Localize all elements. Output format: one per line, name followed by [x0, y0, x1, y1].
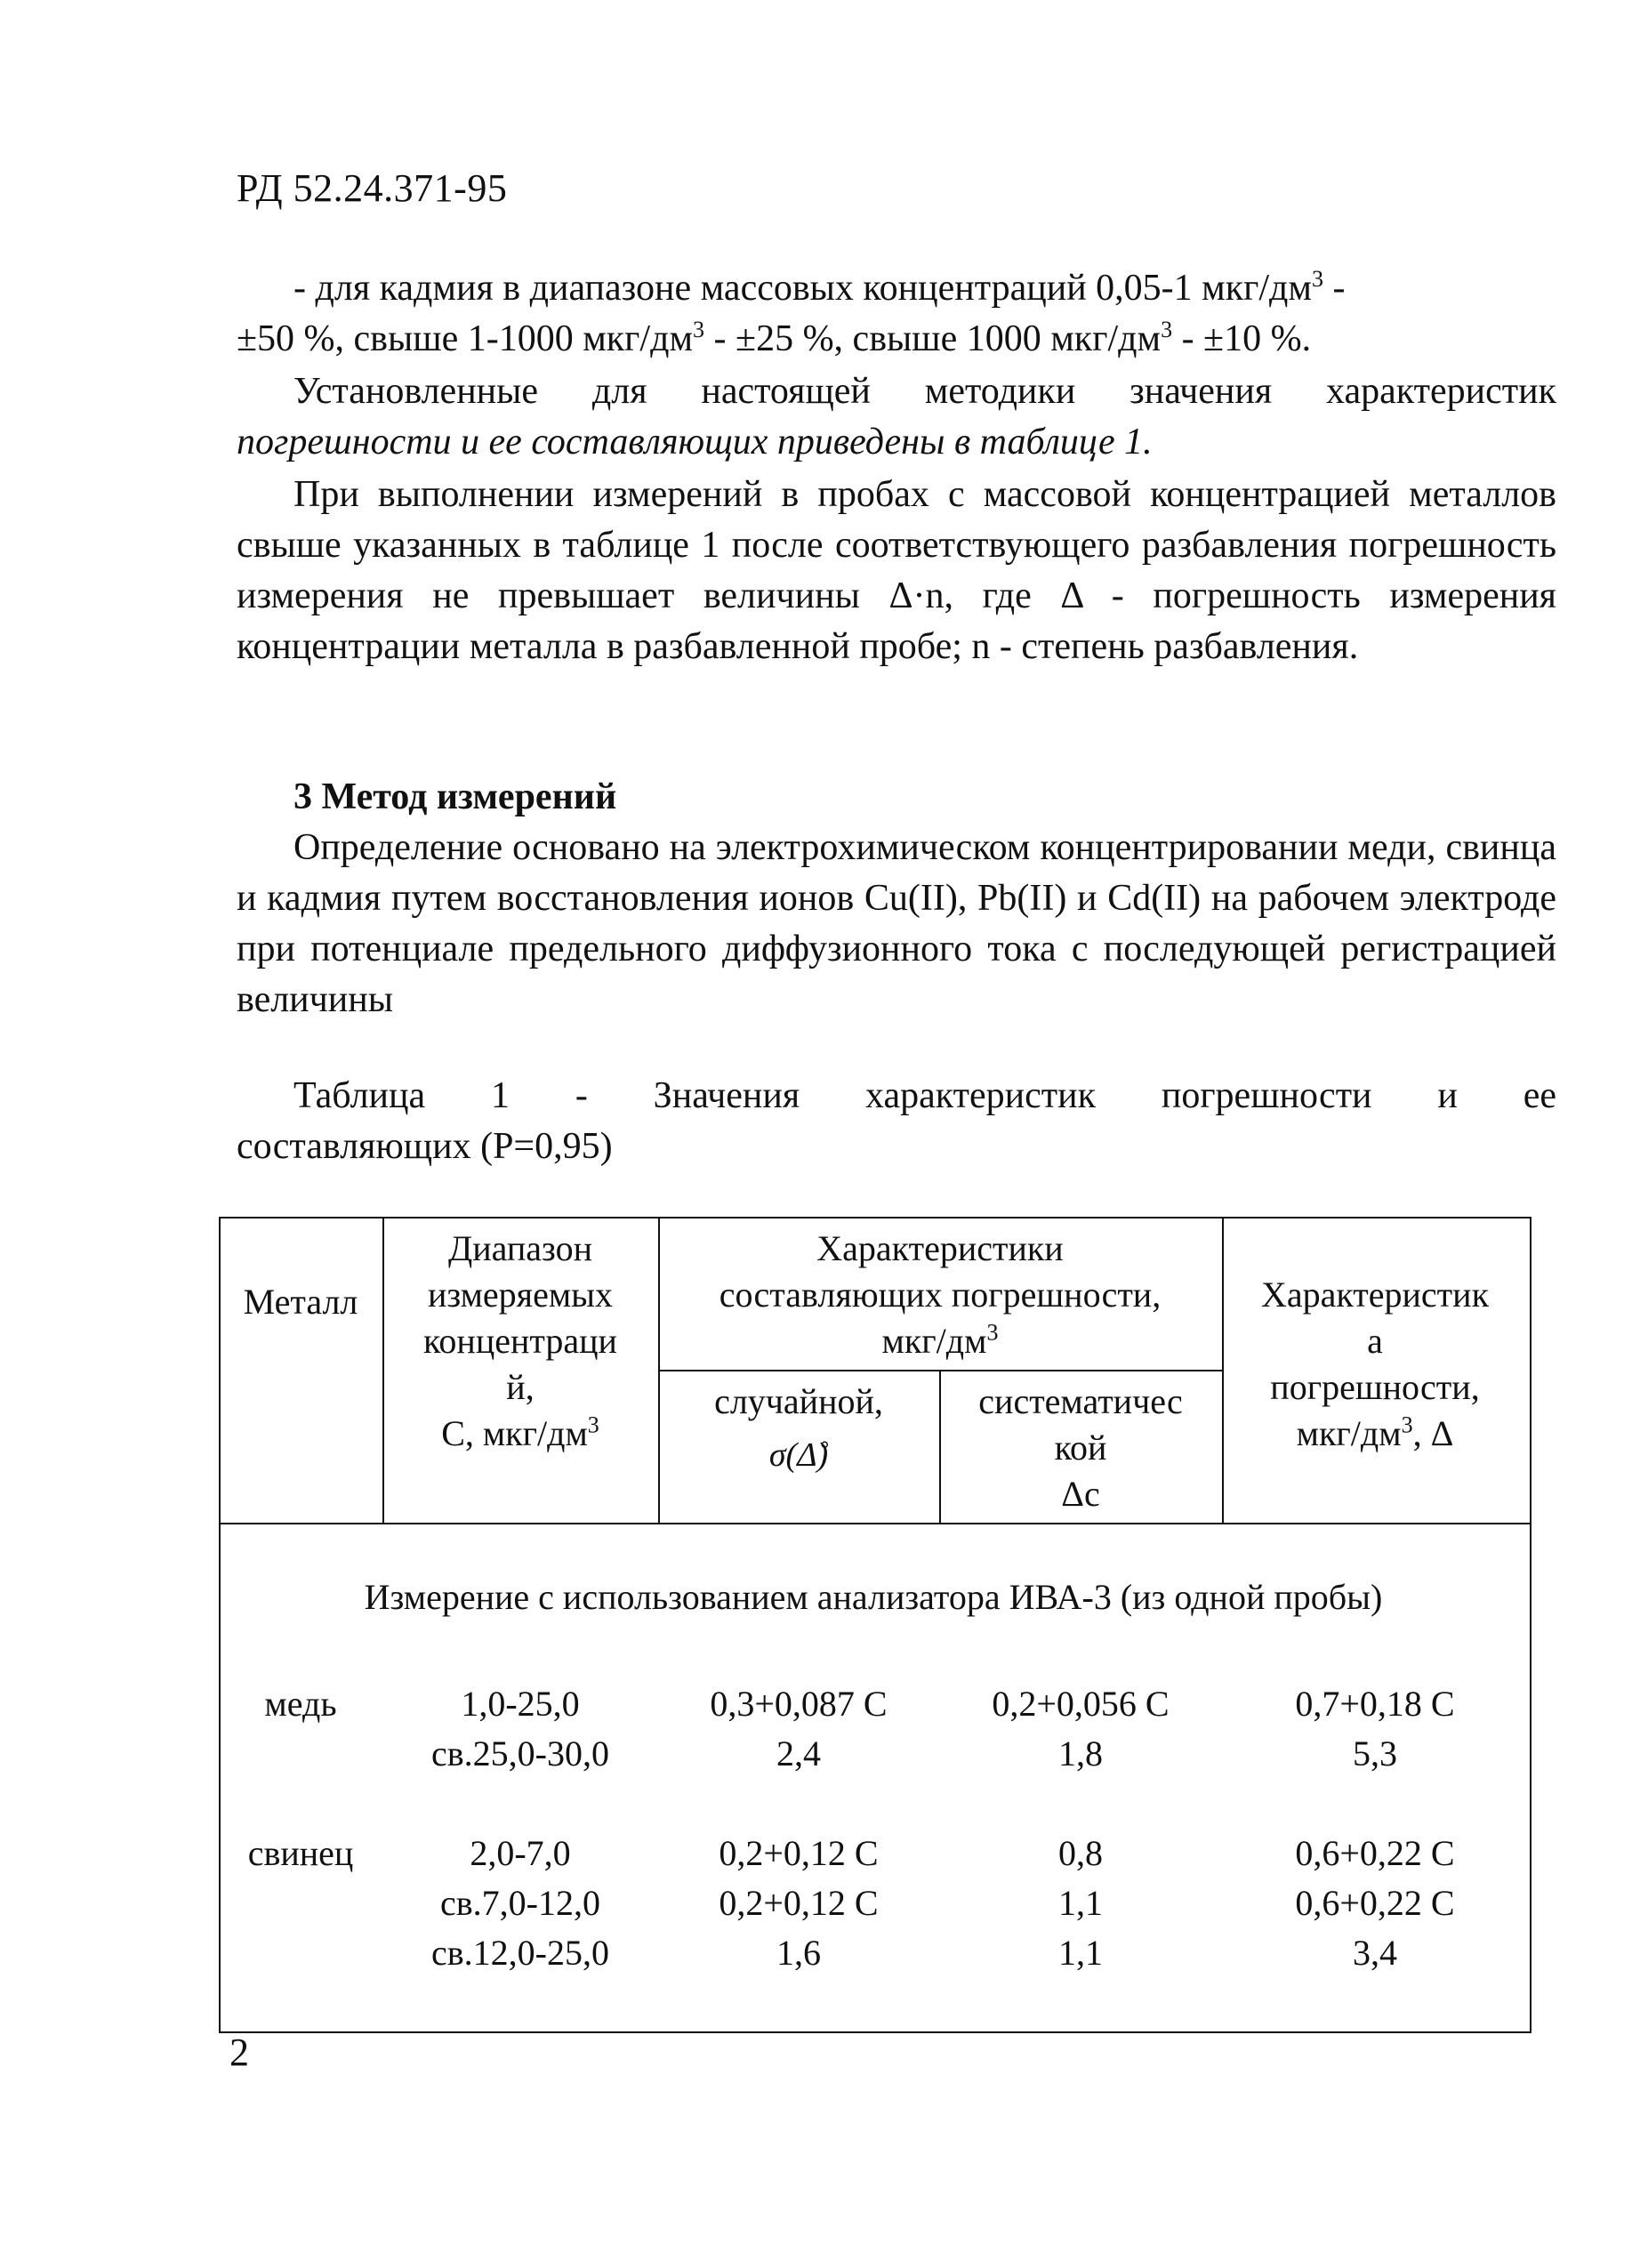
header-line: систематичес — [978, 1381, 1183, 1421]
superscript: 3 — [986, 1319, 999, 1346]
cell-random: 0,3+0,087 С — [710, 1684, 888, 1724]
random-error-symbol: σ(Δ̊) — [768, 1436, 829, 1474]
page-number: 2 — [229, 2031, 249, 2074]
header-line: измеряемых — [427, 1275, 614, 1315]
header-line: случайной, — [714, 1381, 883, 1421]
header-components — [658, 1226, 1222, 1364]
table-caption — [237, 1071, 1556, 1172]
cell-range: 1,0-25,0 — [461, 1684, 580, 1724]
cell-random: 2,4 — [776, 1733, 821, 1773]
header-metal: Металл — [243, 1282, 358, 1322]
table-section-caption: Измерение с использованием анализатора ИВА-3 (из одной пробы) — [364, 1577, 1383, 1617]
header-line: концентраци — [423, 1321, 617, 1361]
subheader-divider — [658, 1370, 1222, 1371]
superscript: 3 — [1312, 266, 1323, 292]
text-span: - ±10 %. — [1172, 318, 1312, 359]
systematic-error-symbol: Δс — [1061, 1474, 1100, 1514]
cell-systematic: 1,1 — [1058, 1933, 1103, 1973]
cell-systematic: 0,2+0,056 С — [992, 1684, 1170, 1724]
text-span: - для кадмия в диапазоне массовых концентраций 0,05-1 мкг/дм — [293, 268, 1312, 309]
cell-range: св.12,0-25,0 — [431, 1933, 609, 1973]
header-line: кой — [1054, 1428, 1107, 1468]
cell-random: 0,2+0,12 С — [719, 1883, 879, 1923]
section-title: 3 Метод измерений — [293, 776, 617, 817]
paragraph-line — [237, 314, 1556, 365]
cell-total: 5,3 — [1353, 1733, 1397, 1773]
document-code: РД 52.24.371-95 — [237, 166, 508, 210]
text-span: - ±25 %, свыше 1000 мкг/дм — [704, 318, 1162, 359]
text-span: С, мкг/дм — [441, 1413, 588, 1453]
cell-total: 0,7+0,18 С — [1295, 1684, 1455, 1724]
header-line: й, — [506, 1367, 535, 1407]
header-range — [382, 1226, 658, 1457]
superscript: 3 — [693, 317, 705, 342]
cell-range: 2,0-7,0 — [470, 1833, 571, 1873]
caption-line: Таблица 1 - Значения характеристик погрешности и ее — [293, 1075, 1556, 1116]
text-span: мкг/дм — [1296, 1413, 1402, 1453]
header-divider — [219, 1523, 1530, 1524]
cell-metal: свинец — [247, 1833, 354, 1873]
cell-total: 3,4 — [1353, 1933, 1397, 1973]
cell-range: св.7,0-12,0 — [440, 1883, 600, 1923]
paragraph-dilution — [237, 470, 1556, 672]
cell-metal: медь — [264, 1684, 337, 1724]
header-line: а — [1367, 1321, 1383, 1361]
paragraph-line: погрешности и ее составляющих приведены в таблице 1. — [237, 422, 1153, 462]
error-characteristics-table — [219, 1217, 1531, 2033]
paragraph-cadmium-error — [237, 263, 1556, 365]
cell-systematic: 0,8 — [1058, 1833, 1103, 1873]
superscript: 3 — [1161, 317, 1173, 342]
paragraph-text: Определение основано на электрохимическом концентрировании меди, свинца и кадмия путем восстановления ионов Cu(II), Pb(II) и Cd(II) на рабочем электроде при потенциале предельного диффузионного тока с последующей регистрацией величины — [237, 827, 1556, 1020]
table-row — [219, 1928, 1528, 1978]
table-row — [219, 1729, 1528, 1779]
cell-total: 0,6+0,22 С — [1295, 1833, 1455, 1873]
header-random — [658, 1379, 939, 1478]
superscript: 3 — [1401, 1411, 1413, 1438]
header-line — [1222, 1411, 1528, 1457]
cell-total: 0,6+0,22 С — [1295, 1883, 1455, 1923]
cell-systematic: 1,8 — [1058, 1733, 1103, 1773]
table-row — [219, 1878, 1528, 1928]
paragraph-characteristics — [237, 366, 1556, 468]
section-method — [237, 772, 1556, 1025]
text-span: , Δ — [1412, 1413, 1454, 1453]
header-systematic — [939, 1379, 1222, 1517]
paragraph-text: При выполнении измерений в пробах с массовой концентрацией металлов свыше указанных в таблице 1 после соответствующего разбавления погрешность измерения не превышает величины Δ·n, где Δ - погрешность измерения концентрации металла в разбавленной пробе; n - степень разбавления. — [237, 474, 1556, 667]
header-line: Диапазон — [447, 1228, 593, 1268]
cell-range: св.25,0-30,0 — [431, 1733, 609, 1773]
header-total — [1222, 1272, 1528, 1457]
table-row — [219, 1679, 1528, 1729]
header-line: составляющих погрешности, — [719, 1275, 1162, 1315]
caption-line: составляющих (P=0,95) — [237, 1126, 613, 1167]
text-span: мкг/дм — [881, 1321, 987, 1361]
cell-random: 1,6 — [776, 1933, 821, 1973]
cell-random: 0,2+0,12 С — [719, 1833, 879, 1873]
text-span: ±50 %, свыше 1-1000 мкг/дм — [237, 318, 694, 359]
header-line: Характеристик — [1260, 1275, 1489, 1315]
superscript: 3 — [587, 1411, 599, 1438]
table-row — [219, 1829, 1528, 1878]
text-span: - — [1323, 268, 1346, 309]
header-line: погрешности, — [1270, 1367, 1480, 1407]
header-line — [658, 1318, 1222, 1364]
paragraph-line: Установленные для настоящей методики значения характеристик — [293, 371, 1556, 412]
cell-systematic: 1,1 — [1058, 1883, 1103, 1923]
header-line: Характеристики — [816, 1228, 1064, 1268]
paragraph-line — [237, 263, 1556, 314]
header-line — [382, 1411, 658, 1457]
